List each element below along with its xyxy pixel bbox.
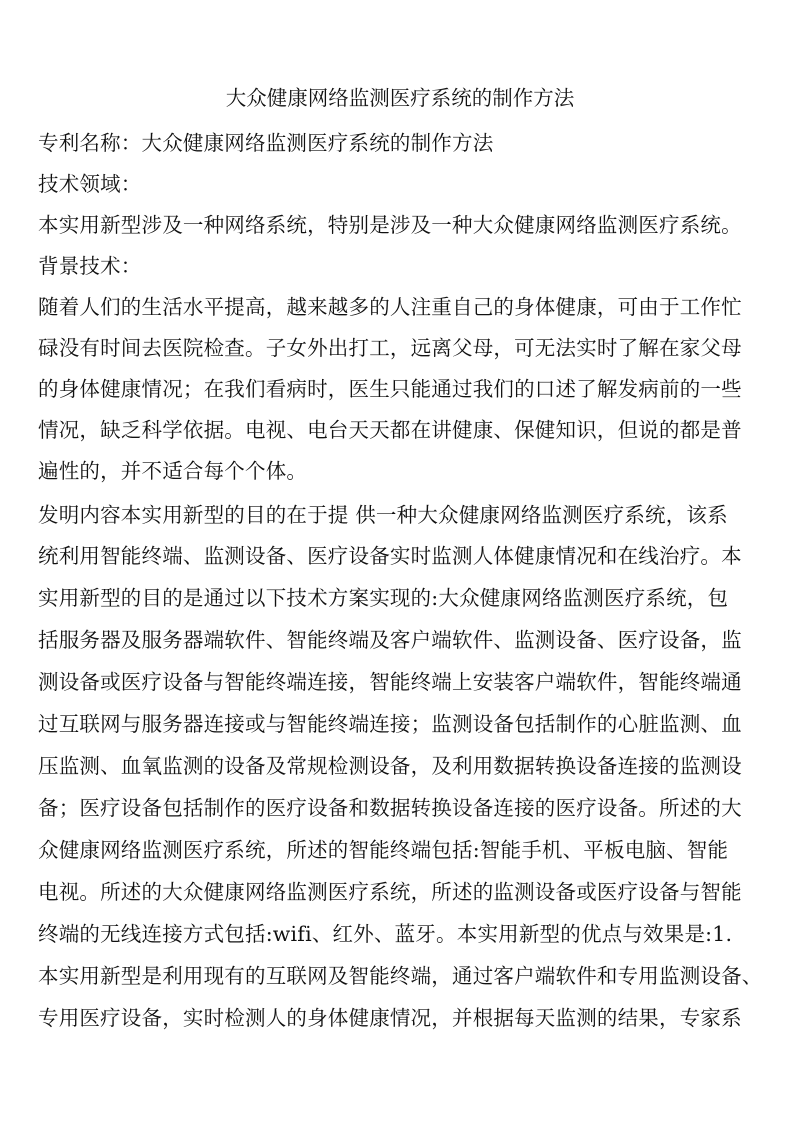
paragraph-line: 本实用新型是利用现有的互联网及智能终端，通过客户端软件和专用监测设备、 [38,964,763,988]
paragraph-line: 压监测、血氧监测的设备及常规检测设备，及利用数据转换设备连接的监测设 [38,754,742,778]
paragraph-line: 实用新型的目的是通过以下技术方案实现的:大众健康网络监测医疗系统，包 [38,586,729,610]
section-heading-background: 背景技术： [38,254,142,278]
paragraph-line: 测设备或医疗设备与智能终端连接，智能终端上安装客户端软件，智能终端通 [38,670,742,694]
paragraph-line: 过互联网与服务器连接或与智能终端连接；监测设备包括制作的心脏监测、血 [38,712,742,736]
paragraph-line: 统利用智能终端、监测设备、医疗设备实时监测人体健康情况和在线治疗。本 [38,544,742,568]
paragraph-line: 众健康网络监测医疗系统，所述的智能终端包括:智能手机、平板电脑、智能 [38,838,729,862]
paragraph-line: 终端的无线连接方式包括:wifi、红外、蓝牙。本实用新型的优点与效果是:1. [38,922,733,946]
paragraph-line: 的身体健康情况；在我们看病时，医生只能通过我们的口述了解发病前的一些 [38,377,742,401]
paragraph-line: 本实用新型涉及一种网络系统，特别是涉及一种大众健康网络监测医疗系统。 [38,213,742,237]
paragraph-line: 情况，缺乏科学依据。电视、电台天天都在讲健康、保健知识，但说的都是普 [38,418,742,442]
patent-name-line: 专利名称：大众健康网络监测医疗系统的制作方法 [38,131,494,155]
paragraph-line: 备；医疗设备包括制作的医疗设备和数据转换设备连接的医疗设备。所述的大 [38,796,742,820]
paragraph-line: 发明内容本实用新型的目的在于提 供一种大众健康网络监测医疗系统，该系 [38,503,728,527]
section-heading-field: 技术领域： [38,172,142,196]
paragraph-line: 遍性的，并不适合每个个体。 [38,459,308,483]
paragraph-line: 随着人们的生活水平提高，越来越多的人注重自己的身体健康，可由于工作忙 [38,295,742,319]
paragraph-line: 电视。所述的大众健康网络监测医疗系统，所述的监测设备或医疗设备与智能 [38,880,742,904]
paragraph-line: 括服务器及服务器端软件、智能终端及客户端软件、监测设备、医疗设备，监 [38,628,742,652]
document-title: 大众健康网络监测医疗系统的制作方法 [225,86,575,110]
paragraph-line: 专用医疗设备，实时检测人的身体健康情况，并根据每天监测的结果，专家系 [38,1006,742,1030]
paragraph-line: 碌没有时间去医院检查。子女外出打工，远离父母，可无法实时了解在家父母 [38,336,742,360]
